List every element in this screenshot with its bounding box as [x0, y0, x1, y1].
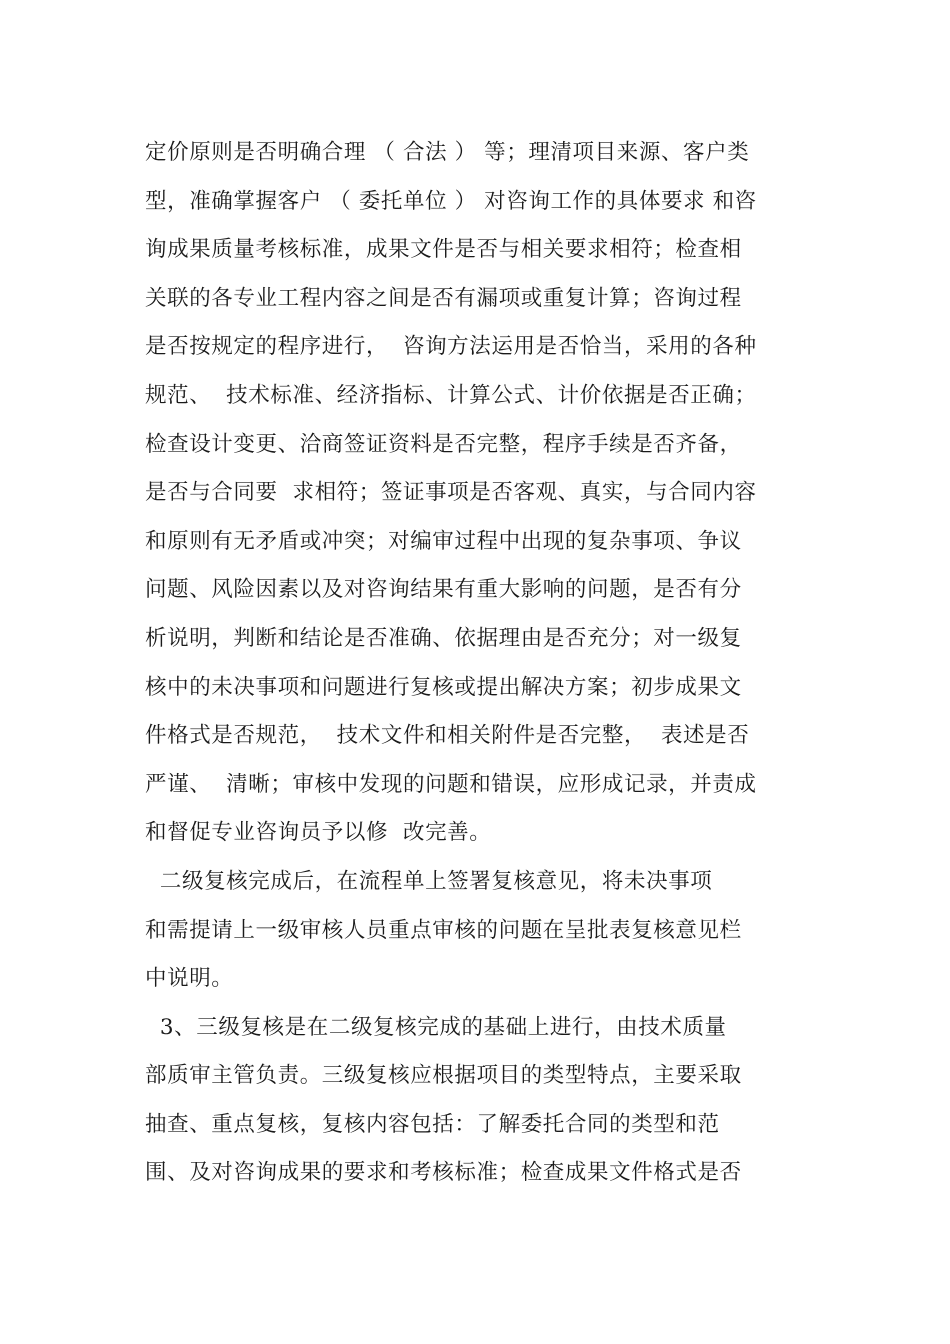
text-line: 核中的未决事项和问题进行复核或提出解决方案；初步成果文 — [145, 674, 742, 700]
text-line: 和原则有无矛盾或冲突；对编审过程中出现的复杂事项、争议 — [145, 528, 742, 554]
text-line: 是否按规定的程序进行， 咨询方法运用是否恰当，采用的各种 — [145, 334, 757, 360]
text-line: 检查设计变更、洽商签证资料是否完整，程序手续是否齐备， — [145, 431, 742, 457]
text-line: 是否与合同要 求相符；签证事项是否客观、真实，与合同内容 — [145, 480, 757, 506]
text-line: 定价原则是否明确合理 （ 合法 ） 等；理清项目来源、客户类 — [145, 140, 750, 165]
text-line: 问题、风险因素以及对咨询结果有重大影响的问题，是否有分 — [145, 577, 742, 603]
text-line: 围、及对咨询成果的要求和考核标准；检查成果文件格式是否 — [145, 1160, 742, 1186]
text-line: 3、三级复核是在二级复核完成的基础上进行，由技术质量 — [145, 1014, 727, 1040]
text-line: 严谨、 清晰；审核中发现的问题和错误，应形成记录，并责成 — [145, 771, 757, 797]
text-line: 件格式是否规范， 技术文件和相关附件是否完整， 表述是否 — [145, 723, 750, 749]
text-line: 规范、 技术标准、经济指标、计算公式、计价依据是否正确； — [145, 382, 757, 408]
text-line: 析说明，判断和结论是否准确、依据理由是否充分；对一级复 — [145, 625, 742, 651]
text-line: 型，准确掌握客户 （ 委托单位 ） 对咨询工作的具体要求 和咨 — [145, 188, 757, 214]
text-line: 抽查、重点复核，复核内容包括：了解委托合同的类型和范 — [145, 1111, 720, 1137]
text-line: 中说明。 — [145, 966, 234, 992]
text-line: 关联的各专业工程内容之间是否有漏项或重复计算；咨询过程 — [145, 285, 742, 311]
text-line: 和需提请上一级审核人员重点审核的问题在呈批表复核意见栏 — [145, 917, 742, 943]
text-line: 和督促专业咨询员予以修 改完善。 — [145, 820, 492, 846]
text-line: 询成果质量考核标准，成果文件是否与相关要求相符；检查相 — [145, 237, 742, 263]
body-text — [145, 129, 815, 1198]
text-line: 二级复核完成后，在流程单上签署复核意见，将未决事项 — [145, 868, 713, 894]
text-line: 部质审主管负责。三级复核应根据项目的类型特点，主要采取 — [145, 1063, 742, 1089]
